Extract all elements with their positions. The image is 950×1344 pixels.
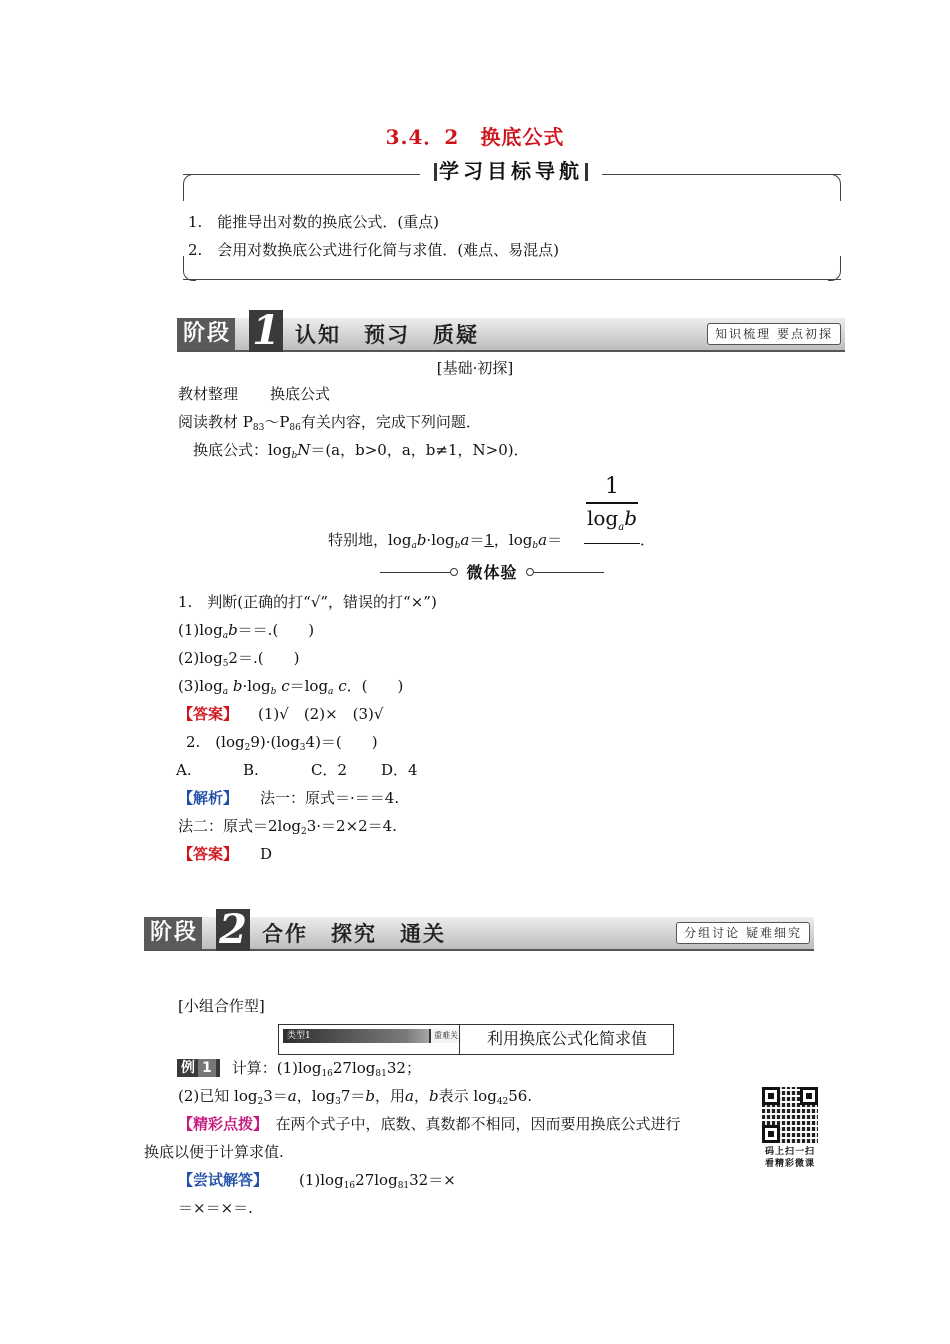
q1-item-2: $(2)\log_52=$.( ) [178,649,300,669]
objectives-heading: 学习目标导航 [420,157,602,185]
basics-label: [基础·初探] [436,359,514,377]
q2-stem: 2. $(\log_29)\cdot(\log_34)=$( ) [186,733,378,753]
stage-1-banner [177,307,845,354]
stage-tag: 知识梳理 要点初探 [707,323,841,345]
stage-tag: 分组讨论 疑难细究 [676,922,810,944]
q2-option-b: B. [243,761,259,779]
hint-line: 【精彩点拨】 在两个式子中，底数、真数都不相同，因而要用换底公式进行 [178,1115,681,1133]
attempt-line-2: ＝×＝×＝. [178,1199,253,1217]
q2-option-a: A. [176,761,192,779]
stage-name: 认知 预习 质疑 [295,323,479,347]
q1-answer: 【答案】 (1)√ (2)× (3)√ [178,705,384,723]
fraction [586,474,638,540]
stage-label: 阶段 [144,917,202,949]
example-1-line: 例 1 计算：$(1)\log_{16}27\log_{81}32$； [177,1058,421,1084]
micro-experience-heading: 微体验 [380,562,604,584]
special-end: ． [640,531,656,549]
example-1-part-2: (2)已知 $\log_23=a$，$\log_37=b$，用a，b表示 $\log_{42}56$. [178,1087,533,1107]
q2-option-d: D．4 [381,761,418,779]
fraction-denominator: $\log_ab$ [586,505,638,533]
material-line: 教材整理 换底公式 [178,385,331,403]
q1-item-1: $(1)\log_ab==$.( ) [178,621,315,641]
stage-number: 2 [216,909,250,951]
q1-stem: 1. 判断(正确的打“√”，错误的打“×”) [178,593,437,611]
q2-answer: 【答案】 D [178,845,273,863]
q2-method-2: 法二：原式$=2\log_23\cdot=2\times 2=4$. [178,817,397,837]
blank-underline [584,543,640,544]
type-box [278,1024,674,1055]
type-title: 利用换底公式化简求值 [487,1029,648,1048]
stage-2-banner [144,906,814,953]
qr-code-icon[interactable] [762,1087,818,1143]
q1-item-3: $(3)\log_a$ $b\cdot\log_b$ $c=\log_a$ c．( ) [178,677,404,697]
stage-name: 合作 探究 通关 [262,922,446,946]
objective-item: 1. 能推导出对数的换底公式．(重点) [188,213,440,231]
q2-analysis: 【解析】 法一：原式＝·＝＝4. [178,789,400,807]
reading-line: 阅读教材 $P_{83}\sim P_{86}$有关内容，完成下列问题． [178,413,481,433]
type-badge: 重难关 [429,1029,461,1043]
qr-caption: 码上扫一扫 看精彩微课 [764,1147,815,1169]
lesson-title: 3.4．2 换底公式 [385,125,565,149]
stage-number: 1 [249,310,283,352]
hint-line-2: 换底以便于计算求值. [144,1143,284,1161]
type-tag: 类型1 [283,1029,459,1043]
formula-line: 换底公式：$\log_bN=(a$，b>0，a，b≠1，N>0)． [193,441,529,461]
stage-label: 阶段 [177,318,235,350]
q2-option-c: C．2 [311,761,348,779]
example-label: 例 1 [177,1059,220,1077]
group-label: [小组合作型] [178,997,265,1015]
special-line: 特别地，$\log_ab\cdot\log_ba=1$，$\log_ba=$ [328,531,563,551]
fraction-numerator: 1 [605,474,619,499]
objective-item: 2. 会用对数换底公式进行化简与求值．(难点、易混点) [188,241,560,259]
attempt-line: 【尝试解答】 $(1)\log_{16}27\log_{81}32=\times$ [178,1171,456,1191]
